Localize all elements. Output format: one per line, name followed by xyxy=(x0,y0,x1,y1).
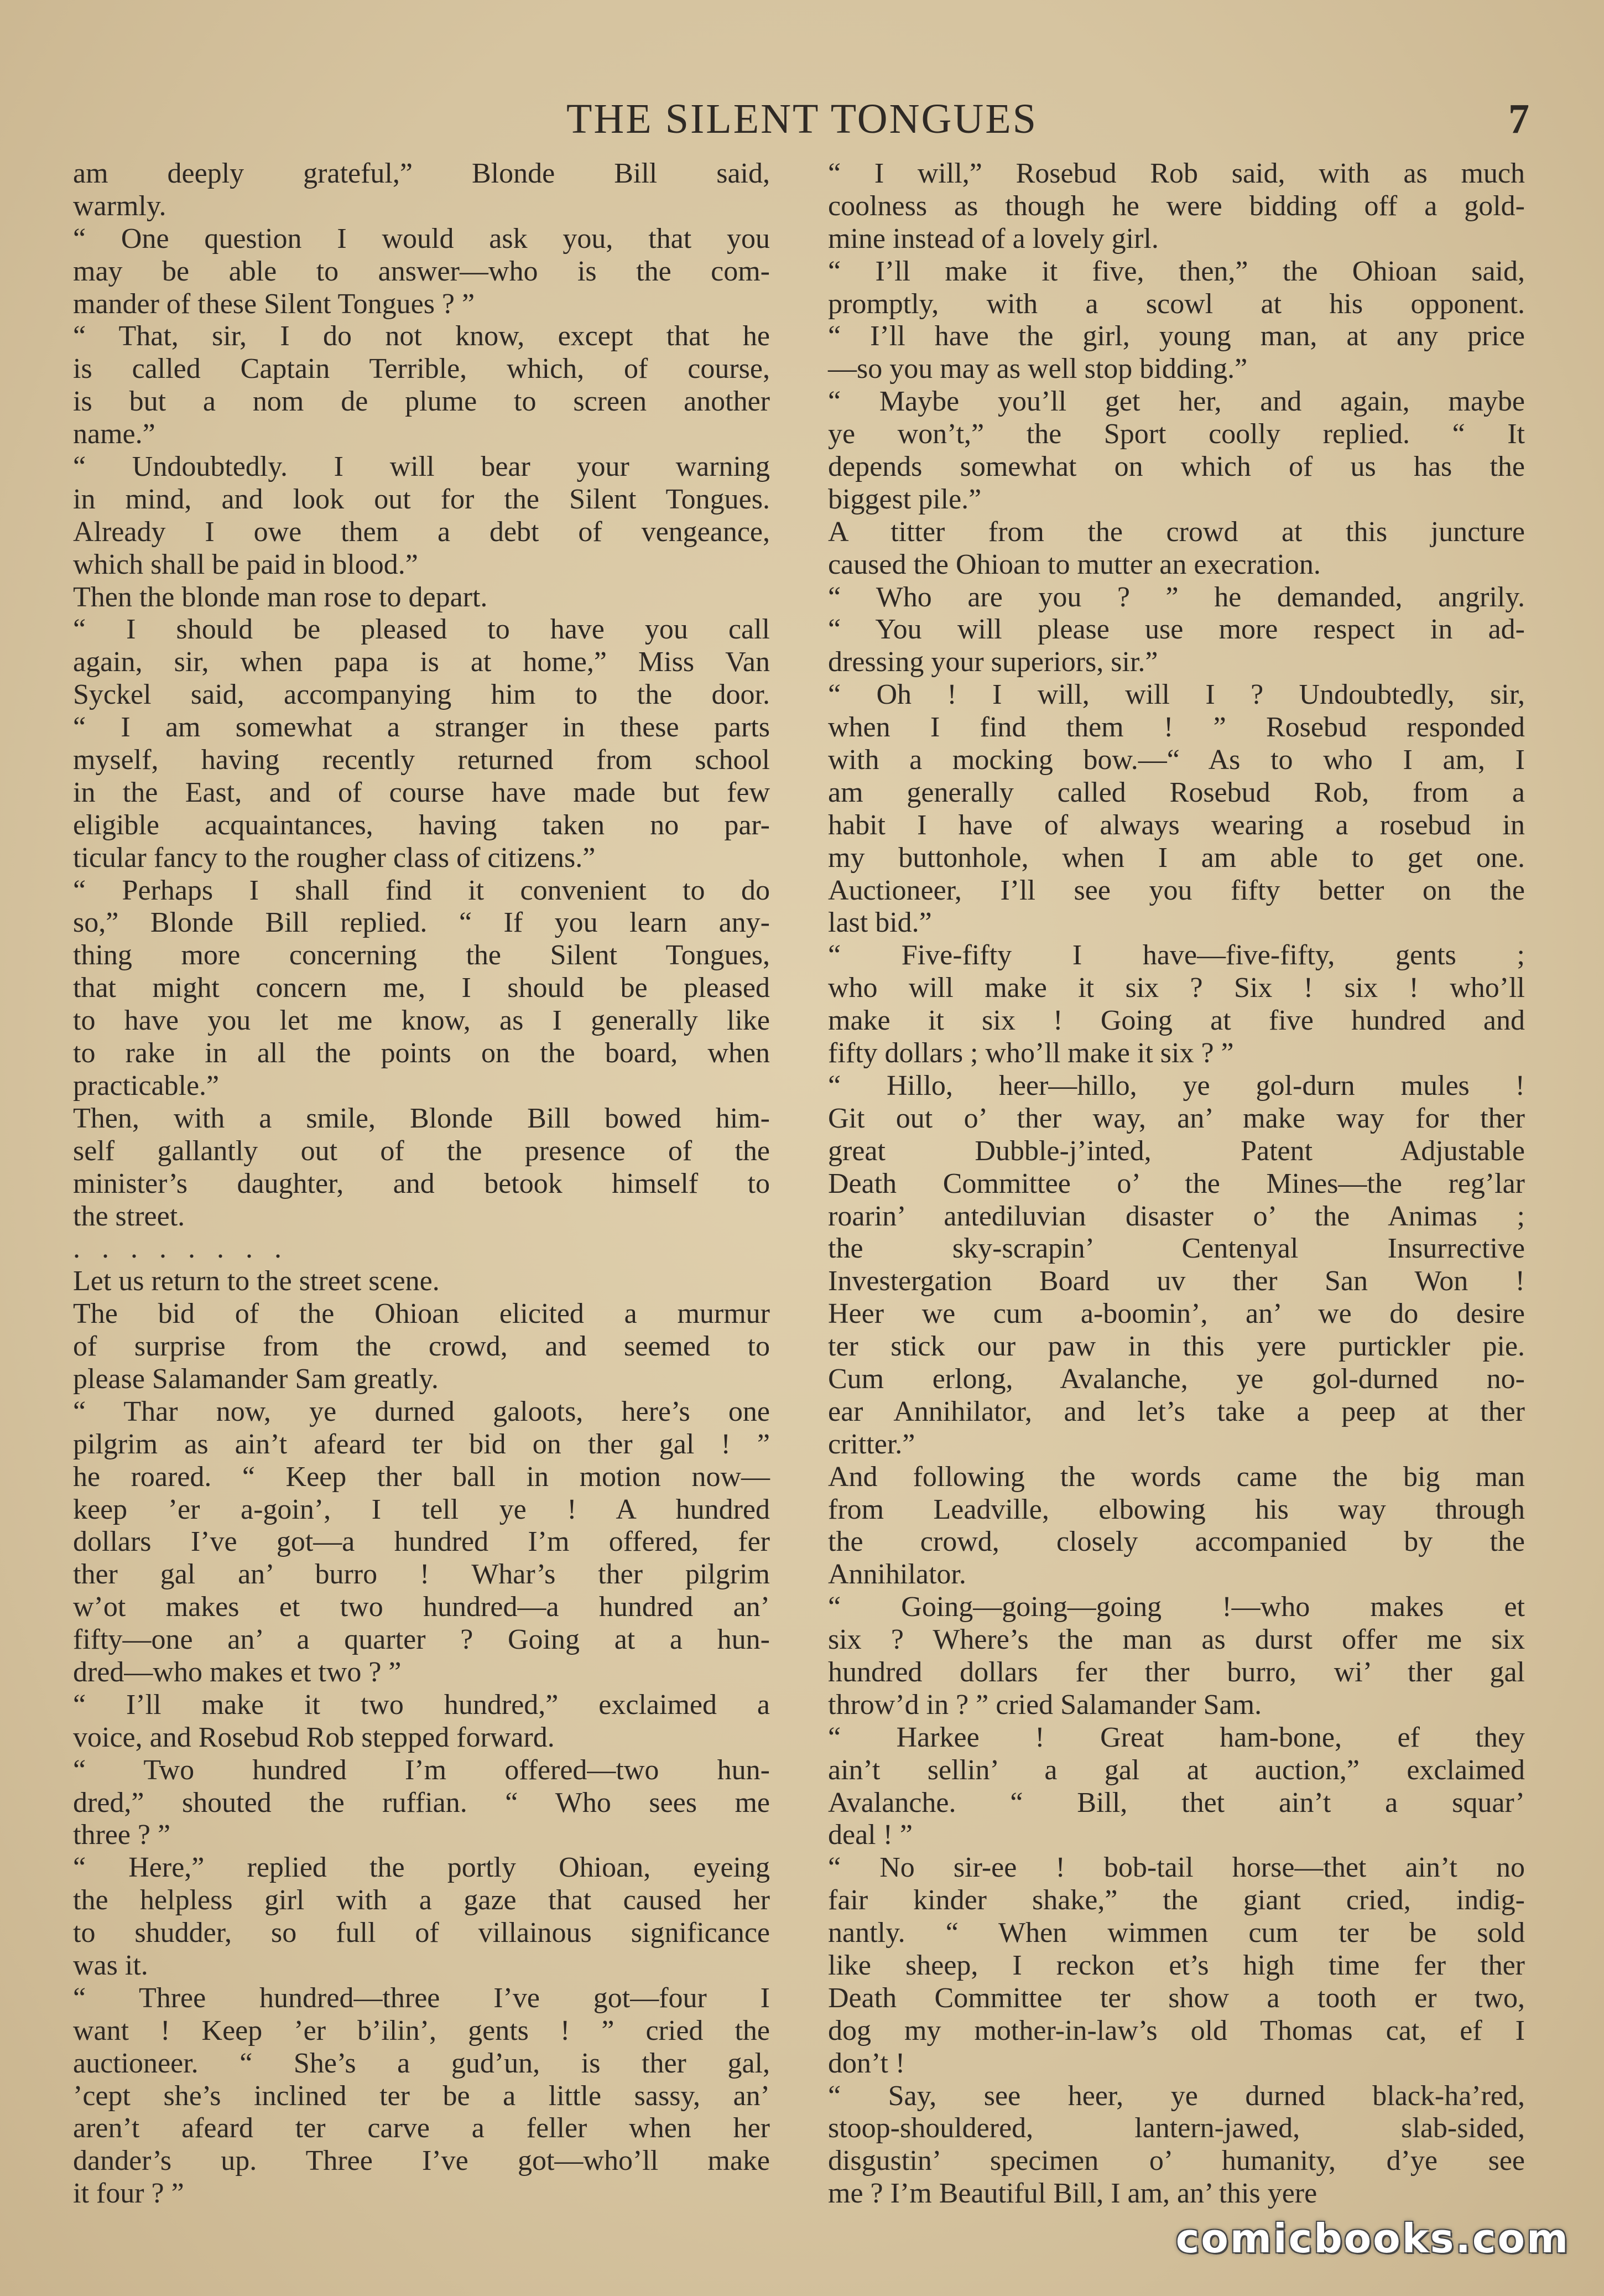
text-line: ear Annihilator, and let’s take a peep at ther xyxy=(828,1395,1525,1427)
text-line: warmly. xyxy=(73,190,166,222)
text-line: “ Five-fifty I have—five-fifty, gents ; xyxy=(828,939,1525,972)
text-line: “ Undoubtedly. I will bear your warning xyxy=(73,451,770,483)
text-line: coolness as though he were bidding off a gold- xyxy=(828,190,1525,222)
text-line: when I find them ! ” Rosebud responded xyxy=(828,711,1525,744)
text-line: self gallantly out of the presence of the xyxy=(73,1135,770,1167)
text-line: make it six ! Going at five hundred and xyxy=(828,1005,1525,1037)
text-line: Investergation Board uv ther San Won ! xyxy=(828,1265,1525,1297)
text-line: again, sir, when papa is at home,” Miss Van xyxy=(73,646,770,678)
text-line: Death Committee o’ the Mines—the reg’lar xyxy=(828,1167,1525,1199)
text-line: ticular fancy to the rougher class of citizens.” xyxy=(73,841,596,874)
text-line: promptly, with a scowl at his opponent. xyxy=(828,288,1525,320)
text-line: “ Maybe you’ll get her, and again, maybe xyxy=(828,386,1525,418)
text-line: ye won’t,” the Sport coolly replied. “ It xyxy=(828,418,1525,450)
text-line: pilgrim as ain’t afeard ter bid on ther gal ! ” xyxy=(73,1428,770,1460)
text-line: “ I should be pleased to have you call xyxy=(73,614,770,646)
text-line: ther gal an’ burro ! Whar’s ther pilgrim xyxy=(73,1559,770,1591)
text-line: to shudder, so full of villainous significance xyxy=(73,1917,770,1949)
text-line: Then, with a smile, Blonde Bill bowed him- xyxy=(73,1102,770,1134)
text-line: critter.” xyxy=(828,1428,915,1460)
text-line: “ Hillo, heer—hillo, ye gol-durn mules ! xyxy=(828,1069,1525,1102)
text-line: three ? ” xyxy=(73,1819,171,1851)
text-line: mander of these Silent Tongues ? ” xyxy=(73,288,475,320)
text-line: that might concern me, I should be pleased xyxy=(73,972,770,1004)
text-line: great Dubble-j’inted, Patent Adjustable xyxy=(828,1135,1525,1167)
text-line: name.” xyxy=(73,418,155,450)
text-line: “ Going—going—going !—who makes et xyxy=(828,1591,1525,1623)
text-line: . . . . . . . . xyxy=(73,1233,282,1265)
left-text-column xyxy=(73,158,770,2210)
text-line: please Salamander Sam greatly. xyxy=(73,1363,439,1395)
text-line: habit I have of always wearing a rosebud in xyxy=(828,809,1525,841)
text-line: “ I will,” Rosebud Rob said, with as much xyxy=(828,158,1525,189)
text-line: “ You will please use more respect in ad- xyxy=(828,614,1525,646)
text-line: the sky-scrapin’ Centenyal Insurrective xyxy=(828,1233,1525,1265)
text-line: dred,” shouted the ruffian. “ Who sees me xyxy=(73,1786,770,1819)
text-line: ter stick our paw in this yere purtickler pie. xyxy=(828,1331,1525,1363)
text-line: to have you let me know, as I generally like xyxy=(73,1005,770,1037)
text-line: “ I’ll make it five, then,” the Ohioan said, xyxy=(828,255,1525,287)
text-line: Let us return to the street scene. xyxy=(73,1265,440,1297)
text-line: dog my mother-in-law’s old Thomas cat, ef I xyxy=(828,2014,1525,2046)
text-line: Avalanche. “ Bill, thet ain’t a squar’ xyxy=(828,1786,1525,1819)
text-line: is but a nom de plume to screen another xyxy=(73,386,770,418)
text-line: dred—who makes et two ? ” xyxy=(73,1656,402,1688)
text-line: the crowd, closely accompanied by the xyxy=(828,1526,1525,1558)
text-line: “ I am somewhat a stranger in these parts xyxy=(73,711,770,744)
text-line: thing more concerning the Silent Tongues, xyxy=(73,939,770,972)
text-line: dollars I’ve got—a hundred I’m offered, fer xyxy=(73,1526,770,1558)
text-line: is called Captain Terrible, which, of course, xyxy=(73,353,770,385)
watermark-logo: comicbooks.com xyxy=(1175,2215,1570,2262)
text-line: “ Three hundred—three I’ve got—four I xyxy=(73,1982,770,2014)
text-line: in mind, and look out for the Silent Tongues. xyxy=(73,483,770,515)
text-line: in the East, and of course have made but few xyxy=(73,776,770,808)
text-line: “ Perhaps I shall find it convenient to do xyxy=(73,874,770,906)
text-line: The bid of the Ohioan elicited a murmur xyxy=(73,1298,770,1330)
text-line: fifty dollars ; who’ll make it six ? ” xyxy=(828,1037,1234,1069)
text-line: Annihilator. xyxy=(828,1559,966,1591)
text-line: “ Two hundred I’m offered—two hun- xyxy=(73,1754,770,1786)
text-line: w’ot makes et two hundred—a hundred an’ xyxy=(73,1591,770,1623)
text-line: with a mocking bow.—“ As to who I am, I xyxy=(828,744,1525,776)
text-line: want ! Keep ’er b’ilin’, gents ! ” cried the xyxy=(73,2014,770,2046)
text-line: disgustin’ specimen o’ humanity, d’ye see xyxy=(828,2145,1525,2177)
text-line: fair kinder shake,” the giant cried, indig- xyxy=(828,1884,1525,1916)
text-line: “ That, sir, I do not know, except that he xyxy=(73,320,770,352)
text-line: ’cept she’s inclined ter be a little sassy, an’ xyxy=(73,2080,770,2112)
text-line: roarin’ antediluvian disaster o’ the Animas ; xyxy=(828,1200,1525,1232)
text-line: auctioneer. “ She’s a gud’un, is ther gal, xyxy=(73,2047,770,2079)
text-line: “ No sir-ee ! bob-tail horse—thet ain’t no xyxy=(828,1852,1525,1884)
text-line: last bid.” xyxy=(828,907,932,939)
text-line: deal ! ” xyxy=(828,1819,913,1851)
text-line: he roared. “ Keep ther ball in motion now— xyxy=(73,1461,770,1493)
text-line: A titter from the crowd at this juncture xyxy=(828,516,1525,548)
page-header xyxy=(0,95,1604,150)
text-line: myself, having recently returned from school xyxy=(73,744,770,776)
right-text-column xyxy=(828,158,1525,2210)
text-line: Git out o’ ther way, an’ make way for ther xyxy=(828,1102,1525,1134)
text-line: it four ? ” xyxy=(73,2178,184,2210)
text-line: hundred dollars fer ther burro, wi’ ther gal xyxy=(828,1656,1525,1688)
text-line: Auctioneer, I’ll see you fifty better on the xyxy=(828,874,1525,906)
text-line: ain’t sellin’ a gal at auction,” exclaimed xyxy=(828,1754,1525,1786)
text-line: six ? Where’s the man as durst offer me six xyxy=(828,1624,1525,1656)
text-line: “ I’ll have the girl, young man, at any price xyxy=(828,320,1525,352)
text-line: so,” Blonde Bill replied. “ If you learn any- xyxy=(73,907,770,939)
text-line: minister’s daughter, and betook himself to xyxy=(73,1167,770,1199)
text-line: eligible acquaintances, having taken no par- xyxy=(73,809,770,841)
text-line: who will make it six ? Six ! six ! who’ll xyxy=(828,972,1525,1004)
text-line: like sheep, I reckon et’s high time fer ther xyxy=(828,1949,1525,1981)
text-line: from Leadville, elbowing his way through xyxy=(828,1493,1525,1525)
text-line: “ Harkee ! Great ham-bone, ef they xyxy=(828,1721,1525,1753)
text-line: And following the words came the big man xyxy=(828,1461,1525,1493)
text-line: voice, and Rosebud Rob stepped forward. xyxy=(73,1721,555,1753)
text-line: Syckel said, accompanying him to the door. xyxy=(73,679,770,711)
text-line: may be able to answer—who is the com- xyxy=(73,255,770,287)
text-line: aren’t afeard ter carve a feller when her xyxy=(73,2112,770,2144)
text-line: which shall be paid in blood.” xyxy=(73,548,418,580)
text-line: “ Say, see heer, ye durned black-ha’red, xyxy=(828,2080,1525,2112)
text-line: nantly. “ When wimmen cum ter be sold xyxy=(828,1917,1525,1949)
text-line: am deeply grateful,” Blonde Bill said, xyxy=(73,158,770,189)
text-line: Already I owe them a debt of vengeance, xyxy=(73,516,770,548)
text-line: Then the blonde man rose to depart. xyxy=(73,581,488,613)
text-line: dander’s up. Three I’ve got—who’ll make xyxy=(73,2145,770,2177)
text-line: don’t ! xyxy=(828,2047,905,2079)
text-line: to rake in all the points on the board, when xyxy=(73,1037,770,1069)
text-line: Heer we cum a-boomin’, an’ we do desire xyxy=(828,1298,1525,1330)
text-line: “ Thar now, ye durned galoots, here’s one xyxy=(73,1395,770,1427)
text-line: biggest pile.” xyxy=(828,483,982,515)
text-line: my buttonhole, when I am able to get one. xyxy=(828,841,1525,874)
text-line: me ? I’m Beautiful Bill, I am, an’ this yere xyxy=(828,2178,1317,2210)
page-number: 7 xyxy=(1508,96,1529,142)
text-line: “ Here,” replied the portly Ohioan, eyeing xyxy=(73,1852,770,1884)
running-title: THE SILENT TONGUES xyxy=(566,96,1038,142)
text-line: keep ’er a-goin’, I tell ye ! A hundred xyxy=(73,1493,770,1525)
text-line: mine instead of a lovely girl. xyxy=(828,222,1159,254)
text-line: stoop-shouldered, lantern-jawed, slab-sided, xyxy=(828,2112,1525,2144)
text-line: the street. xyxy=(73,1200,185,1232)
text-line: dressing your superiors, sir.” xyxy=(828,646,1158,678)
text-line: of surprise from the crowd, and seemed to xyxy=(73,1331,770,1363)
text-line: “ Who are you ? ” he demanded, angrily. xyxy=(828,581,1525,613)
text-line: fifty—one an’ a quarter ? Going at a hun- xyxy=(73,1624,770,1656)
text-line: “ I’ll make it two hundred,” exclaimed a xyxy=(73,1689,770,1721)
text-line: Cum erlong, Avalanche, ye gol-durned no- xyxy=(828,1363,1525,1395)
text-line: depends somewhat on which of us has the xyxy=(828,451,1525,483)
text-line: was it. xyxy=(73,1949,148,1981)
text-line: Death Committee ter show a tooth er two, xyxy=(828,1982,1525,2014)
text-line: “ One question I would ask you, that you xyxy=(73,222,770,254)
text-line: —so you may as well stop bidding.” xyxy=(828,353,1248,385)
text-line: practicable.” xyxy=(73,1069,220,1102)
text-line: am generally called Rosebud Rob, from a xyxy=(828,776,1525,808)
text-line: caused the Ohioan to mutter an execration. xyxy=(828,548,1321,580)
text-line: throw’d in ? ” cried Salamander Sam. xyxy=(828,1689,1262,1721)
text-line: the helpless girl with a gaze that caused her xyxy=(73,1884,770,1916)
text-line: “ Oh ! I will, will I ? Undoubtedly, sir, xyxy=(828,679,1525,711)
